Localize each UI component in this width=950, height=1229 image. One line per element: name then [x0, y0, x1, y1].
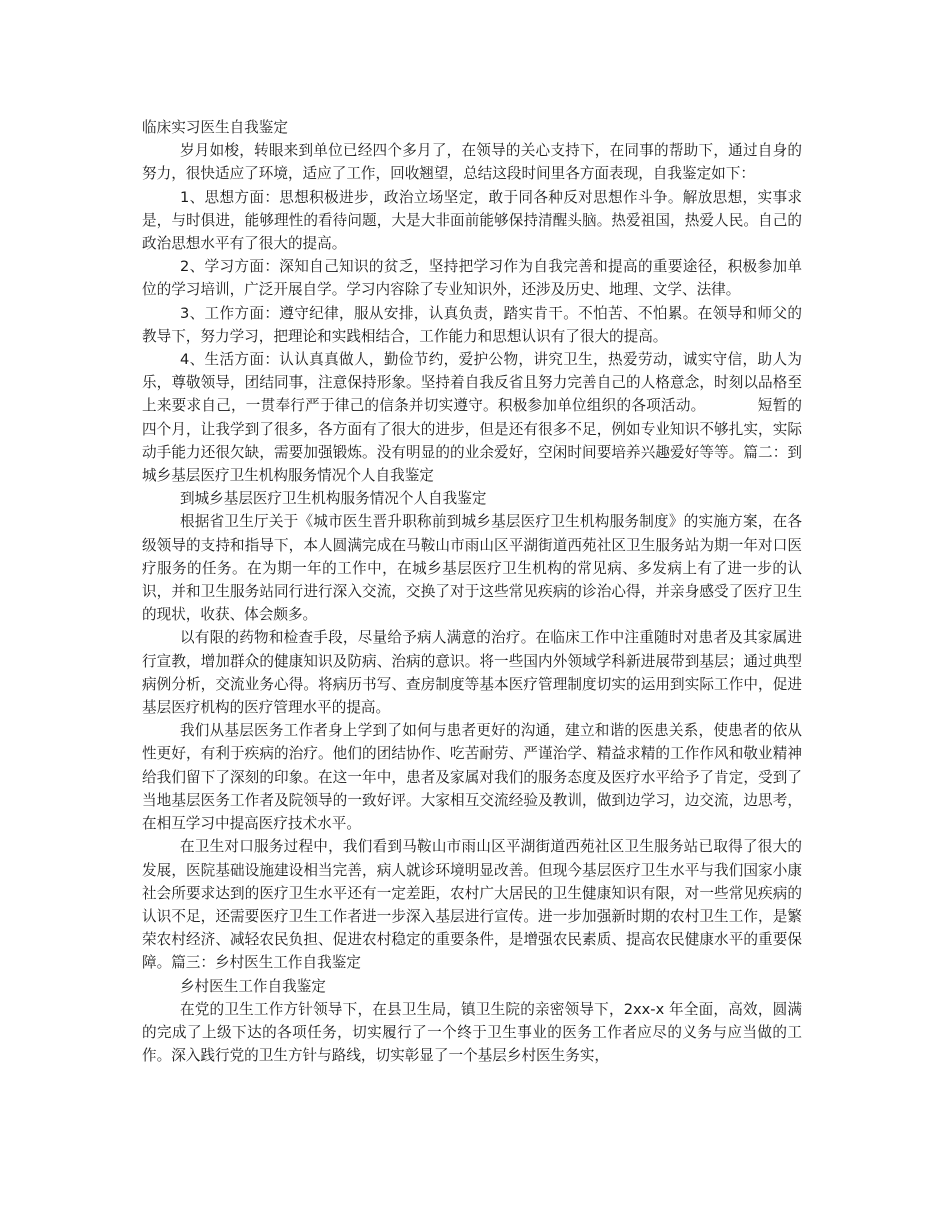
document-title: 临床实习医生自我鉴定: [142, 119, 288, 136]
section2-paragraph: 在卫生对口服务过程中，我们看到马鞍山市雨山区平湖街道西苑社区卫生服务站已取得了很大的发展，医院基础设施建设相当完善，病人就诊环境明显改善。但现今基层医疗卫生水平与我们国家小康社会所要求达到的医疗卫生水平还有一定差距，农村广大居民的卫生健康知识有限，对一些常见疾病的认识不足，还需要医疗卫生工作者进一步深入基层进行宣传。进一步加强新时期的农村卫生工作，是繁荣农村经济、减轻农民负担、促进农村稳定的重要条件，是增强农民素质、提高农民健康水平的重要保障。篇三：乡村医生工作自我鉴定: [142, 838, 802, 972]
section2-paragraph: 我们从基层医务工作者身上学到了如何与患者更好的沟通，建立和谐的医患关系，使患者的依从性更好，有利于疾病的治疗。他们的团结协作、吃苦耐劳、严谨治学、精益求精的工作作风和敬业精神给我们留下了深刻的印象。在这一年中，患者及家属对我们的服务态度及医疗水平给予了肯定，受到了当地基层医务工作者及院领导的一致好评。大家相互交流经验及教训，做到边学习，边交流，边思考，在相互学习中提高医疗技术水平。: [142, 722, 802, 833]
section3-paragraph: 在党的卫生工作方针领导下，在县卫生局，镇卫生院的亲密领导下，2xx-x 年全面，高效，圆满的完成了上级下达的各项任务，切实履行了一个终于卫生事业的医务工作者应尽的义务与应当做的工作。深入践行党的卫生方针与路线，切实彰显了一个基层乡村医生务实，: [142, 1000, 802, 1065]
summary-text: 短暂的四个月，让我学到了很多，各方面有了很大的进步，但是还有很多不足，例如专业知识不够扎实，实际动手能力还很欠缺，需要加强锻炼。没有明显的的业余爱好，空闲时间要培养兴趣爱好等等。篇二：到城乡基层医疗卫生机构服务情况个人自我鉴定: [142, 397, 802, 485]
section2-heading: 到城乡基层医疗卫生机构服务情况个人自我鉴定: [179, 490, 487, 508]
document-page: [142, 116, 802, 1067]
point-life-text: 4、生活方面：认认真真做人，勤俭节约，爱护公物，讲究卫生，热爱劳动，诚实守信，助人为乐，尊敬领导，团结同事，注意保持形象。坚持着自我反省且努力完善自己的人格意念，时刻以品格至上来要求自己，一贯奉行严于律己的信条并切实遵守。积极参加单位组织的各项活动。: [142, 351, 802, 415]
point-thought: 1、思想方面：思想积极进步，政治立场坚定，敢于同各种反对思想作斗争。解放思想，实事求是，与时俱进，能够理性的看待问题，大是大非面前能够保持清醒头脑。热爱祖国，热爱人民。自己的政治思想水平有了很大的提高。: [142, 188, 802, 253]
section3-heading: 乡村医生工作自我鉴定: [179, 977, 326, 995]
intro-paragraph: 岁月如梭，转眼来到单位已经四个多月了，在领导的关心支持下，在同事的帮助下，通过自身的努力，很快适应了环境，适应了工作，回收翘望，总结这段时间里各方面表现，自我鉴定如下：: [142, 142, 802, 183]
point-study: 2、学习方面：深知自己知识的贫乏，坚持把学习作为自我完善和提高的重要途径，积极参加单位的学习培训，广泛开展自学。学习内容除了专业知识外，还涉及历史、地理、文学、法律。: [142, 258, 802, 299]
section2-paragraph: 根据省卫生厅关于《城市医生晋升职称前到城乡基层医疗卫生机构服务制度》的实施方案，在各级领导的支持和指导下，本人圆满完成在马鞍山市雨山区平湖街道西苑社区卫生服务站为期一年对口医疗服务的任务。在为期一年的工作中，在城乡基层医疗卫生机构的常见病、多发病上有了进一步的认识，并和卫生服务站同行进行深入交流，交换了对于这些常见疾病的诊治心得，并亲身感受了医疗卫生的现状，收获、体会颇多。: [142, 513, 802, 624]
point-life: [142, 348, 802, 487]
section2-paragraph: 以有限的药物和检查手段，尽量给予病人满意的治疗。在临床工作中注重随时对患者及其家属进行宣教，增加群众的健康知识及防病、治病的意识。将一些国内外领域学科新进展带到基层；通过典型病例分析，交流业务心得。将病历书写、查房制度等基本医疗管理制度切实的运用到实际工作中，促进基层医疗机构的医疗管理水平的提高。: [142, 629, 802, 717]
point-work: 3、工作方面：遵守纪律，服从安排，认真负责，踏实肯干。不怕苦、不怕累。在领导和师父的教导下，努力学习，把理论和实践相结合，工作能力和思想认识有了很大的提高。: [142, 304, 802, 345]
